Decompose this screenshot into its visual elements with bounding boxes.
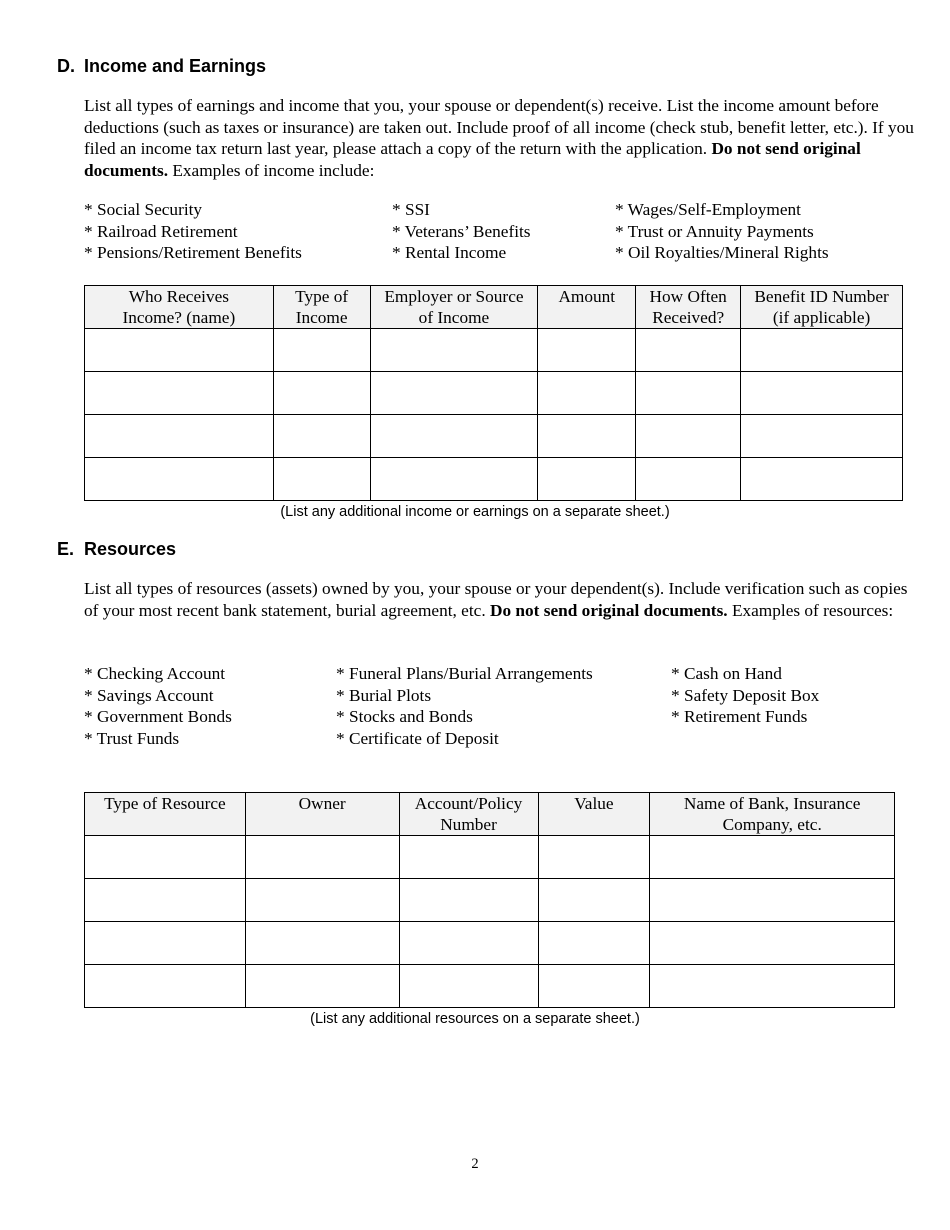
resource-example: * Certificate of Deposit [336, 728, 499, 748]
income-cell-source[interactable] [370, 372, 538, 415]
income-cell-who[interactable] [85, 415, 274, 458]
resources-header-owner: Owner [245, 793, 399, 836]
page-number: 2 [471, 1156, 479, 1172]
income-header-type: Type of Income [273, 286, 370, 329]
income-cell-type[interactable] [273, 329, 370, 372]
income-examples-col-1 [84, 199, 302, 264]
resources-examples-col-1 [84, 663, 232, 749]
resources-section-heading [57, 539, 176, 560]
income-example: * Railroad Retirement [84, 221, 238, 241]
resources-intro-warning: Do not send original documents. [489, 600, 728, 620]
resources-header-account: Account/Policy Number [399, 793, 538, 836]
income-table [84, 285, 903, 501]
resources-cell-institution[interactable] [650, 836, 895, 879]
resources-section-title: Resources [84, 539, 177, 559]
income-example: * Trust or Annuity Payments [615, 221, 814, 241]
resources-examples-col-2 [336, 663, 593, 749]
income-cell-source[interactable] [370, 458, 538, 501]
income-cell-amount[interactable] [538, 415, 636, 458]
resources-cell-institution[interactable] [650, 965, 895, 1008]
income-table-row [85, 458, 903, 501]
income-cell-source[interactable] [370, 329, 538, 372]
income-example: * Oil Royalties/Mineral Rights [615, 243, 829, 263]
income-cell-amount[interactable] [538, 329, 636, 372]
income-intro-warning: Do not send original documents. [84, 139, 861, 180]
income-additional-note: (List any additional income or earnings on a separate sheet.) [280, 504, 670, 520]
resources-cell-type[interactable] [85, 965, 246, 1008]
income-table-row [85, 415, 903, 458]
resources-cell-owner[interactable] [245, 836, 399, 879]
income-examples-col-3 [615, 199, 829, 264]
resource-example: * Savings Account [84, 685, 214, 705]
resources-cell-owner[interactable] [245, 922, 399, 965]
resource-example: * Retirement Funds [671, 707, 808, 727]
income-cell-type[interactable] [273, 415, 370, 458]
income-table-row [85, 329, 903, 372]
income-cell-amount[interactable] [538, 458, 636, 501]
resources-cell-value[interactable] [538, 922, 650, 965]
income-cell-who[interactable] [85, 372, 274, 415]
income-table-header-row [85, 286, 903, 329]
resources-cell-account[interactable] [399, 922, 538, 965]
resources-intro-text: List all types of resources (assets) owned by you, your spouse or your dependent(s). Include verification such as copies of your most recent bank statement, burial agreement, etc. [84, 579, 908, 620]
resource-example: * Trust Funds [84, 728, 180, 748]
income-cell-type[interactable] [273, 372, 370, 415]
resource-example: * Cash on Hand [671, 664, 782, 683]
income-example: * Pensions/Retirement Benefits [84, 243, 302, 263]
resources-header-institution: Name of Bank, Insurance Company, etc. [650, 793, 895, 836]
income-cell-benefit-id[interactable] [741, 372, 903, 415]
income-cell-source[interactable] [370, 415, 538, 458]
income-cell-type[interactable] [273, 458, 370, 501]
income-header-amount: Amount [538, 286, 636, 329]
resources-header-type: Type of Resource [85, 793, 246, 836]
income-section-letter: D. [57, 56, 75, 76]
resources-cell-account[interactable] [399, 965, 538, 1008]
resource-example: * Checking Account [84, 664, 226, 683]
resources-cell-account[interactable] [399, 836, 538, 879]
income-examples-col-2 [392, 199, 531, 264]
resources-table [84, 792, 895, 1008]
resources-section-letter: E. [57, 539, 75, 559]
resource-example: * Government Bonds [84, 707, 232, 727]
income-example: * Rental Income [392, 243, 507, 263]
resources-cell-value[interactable] [538, 836, 650, 879]
income-example: * Social Security [84, 200, 203, 219]
resources-examples-col-3 [671, 663, 819, 728]
resources-cell-owner[interactable] [245, 965, 399, 1008]
income-header-frequency: How Often Received? [636, 286, 741, 329]
resource-example: * Safety Deposit Box [671, 685, 820, 705]
income-header-benefit-id: Benefit ID Number (if applicable) [741, 286, 903, 329]
income-cell-who[interactable] [85, 329, 274, 372]
resource-example: * Burial Plots [336, 685, 432, 705]
income-intro-end: Examples of income include: [168, 160, 375, 180]
income-header-who: Who Receives Income? (name) [85, 286, 274, 329]
income-example: * SSI [392, 200, 430, 219]
income-cell-who[interactable] [85, 458, 274, 501]
resources-table-row [85, 922, 895, 965]
resources-cell-institution[interactable] [650, 879, 895, 922]
income-intro-paragraph [84, 95, 914, 181]
resources-table-header-row [85, 793, 895, 836]
resources-header-value: Value [538, 793, 650, 836]
resources-cell-value[interactable] [538, 879, 650, 922]
resources-cell-value[interactable] [538, 965, 650, 1008]
income-section-title: Income and Earnings [84, 56, 267, 76]
income-header-source: Employer or Source of Income [370, 286, 538, 329]
resource-example: * Stocks and Bonds [336, 707, 473, 727]
income-cell-frequency[interactable] [636, 415, 741, 458]
income-cell-amount[interactable] [538, 372, 636, 415]
resources-cell-owner[interactable] [245, 879, 399, 922]
resources-intro-end: Examples of resources: [727, 600, 894, 620]
resources-table-row [85, 965, 895, 1008]
resources-additional-note: (List any additional resources on a separate sheet.) [310, 1011, 640, 1027]
income-cell-frequency[interactable] [636, 372, 741, 415]
resources-cell-institution[interactable] [650, 922, 895, 965]
income-cell-benefit-id[interactable] [741, 458, 903, 501]
resources-cell-type[interactable] [85, 922, 246, 965]
resources-table-row [85, 836, 895, 879]
income-cell-frequency[interactable] [636, 329, 741, 372]
income-cell-benefit-id[interactable] [741, 415, 903, 458]
income-cell-benefit-id[interactable] [741, 329, 903, 372]
resources-cell-account[interactable] [399, 879, 538, 922]
resources-table-row [85, 879, 895, 922]
resources-cell-type[interactable] [85, 879, 246, 922]
income-intro-text: List all types of earnings and income that you, your spouse or dependent(s) receive. List the income amount before deductions (such as taxes or insurance) are taken out. Include proof of all income (check stub, benefit letter, etc.). If you filed an income tax return last year, please attach a copy of the return with the application. [84, 96, 914, 159]
resources-cell-type[interactable] [85, 836, 246, 879]
resource-example: * Funeral Plans/Burial Arrangements [336, 664, 593, 683]
income-cell-frequency[interactable] [636, 458, 741, 501]
resources-intro-paragraph [84, 578, 914, 621]
income-section-heading [57, 56, 266, 77]
income-table-row [85, 372, 903, 415]
income-example: * Wages/Self-Employment [615, 200, 801, 219]
income-example: * Veterans’ Benefits [392, 221, 531, 241]
